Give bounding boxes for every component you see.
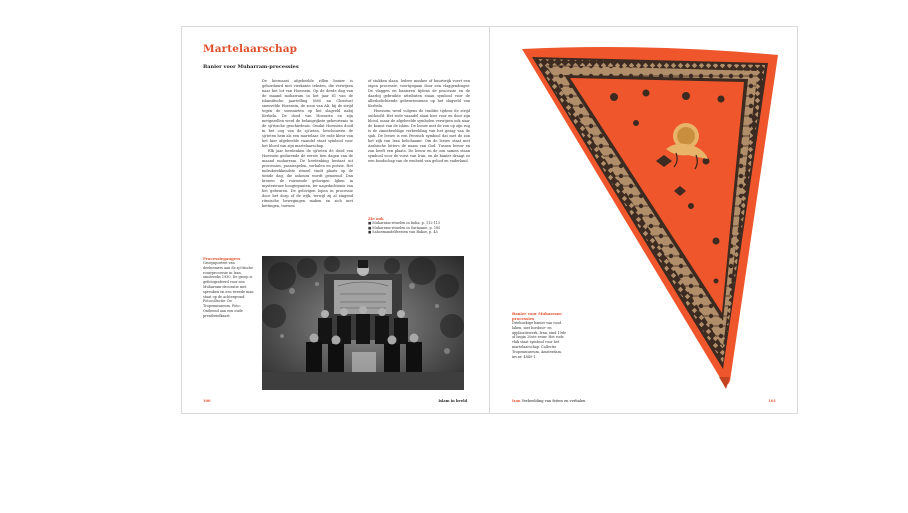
- see-also-item: ■ Muharram-rituelen in India, p. 112-113: [368, 221, 441, 225]
- running-title-marker: Iran: [512, 399, 521, 403]
- see-also-item: ■ Muharram-rituelen in Suriname, p. 185: [368, 225, 441, 230]
- caption-title: Processiegangers: [203, 256, 241, 261]
- body-paragraph: Hoessein werd volgens de traditie tijdens de strijd onthoofd. Het rode vaandel staat hier voor en door zijn bloed, maar de afgebeelde symbolen verwijzen ook naar de komst van de islam. De leeuw met de zon op zijn rug is de zinnebeeldige verbeelding van het gezag van de sjah. De leeuw is een Perzisch symbool dat met de zon het rijk van Iran belichaamt. Om de leeuw staat met Arabische letters de naam van God. Tussen leeuw en zon heeft een plaats. De leeuw en de zon samen staan symbool voor de vorst van Iran, en de banier draagt zo een boodschap van de eenheid van geloof en vaderland.: [368, 109, 470, 163]
- caption-title: Banier voor Muharram-processies: [512, 311, 563, 321]
- see-also-heading: Zie ook: [368, 216, 384, 221]
- body-column-1: [262, 79, 353, 269]
- group-photo-image: [262, 256, 464, 390]
- body-paragraph: of stokken slaan. Iedere moskee of buurtwijk voert een eigen processie, voortgegaan door een vlaggendrager. De vlaggen en banieren tijdens de processie en de daarbij gebruikte attributen staan symbool voor de allesbelichtende gebeurtenissen op het slagveld van Kerbela.: [368, 79, 470, 108]
- running-title-right: Iran Verbeelding van feiten en verhalen: [512, 399, 586, 403]
- body-column-2: [368, 79, 470, 214]
- see-also-box: [368, 216, 470, 235]
- group-photo: [262, 256, 464, 390]
- section-title: Martelaarschap: [203, 43, 298, 55]
- body-paragraph: Elk jaar herdenken de sji'ieten de dood van Hoessein gedurende de eerste tien dagen van de maand moharram. De herdenking bestaat uit processies, passiespelen, verhalen en poëzie. Het indrukwekkendste ritueel vindt plaats op de tiende dag, die ashoura wordt genoemd. Dan kronen de rouwende gelovigen lijken in mysterieuze hoogtepunten, ter nagedachtenis van het gebeuren. De gelovigen lopen in processie door het dorp of de wijk, terwijl zij al zingend ritmische bewegingen maken en zich met kettingen, touwen: [262, 149, 353, 208]
- see-also-item: ■ Sahoemandelfeesten van Bakoe, p. 45: [368, 230, 438, 235]
- caption-text: Driehoekige banier van rood laken, met borduur- en applicatiewerk. Iran, eind 19de of begin 20ste eeuw. Het rode vlak staat symbool voor het martelaarschap. Collectie Tropenmuseum, Amsterdam, inv.nr. 4849-1.: [512, 321, 566, 359]
- folio-number-right: 101: [768, 399, 776, 403]
- left-page: [181, 26, 490, 414]
- photo-caption: [203, 256, 255, 319]
- body-paragraph: De hiernaast afgebeelde rillen banier is geborduurd met vierkante teksten, die verwijzen naar het lot van Hoessein. Op de derde dag van de maand moharram in het jaar 61 van de islamitische jaartelling (680 na Christus) sneuvelde Hoessein, de zoon van Ali, bij de strijd tegen de soennieten op het slagveld nabij Kerbela. De dood van Hoessein en zijn metgezellen werd de belangrijkste gebeurtenis in de sji'itische geschiedenis. Omdat Hoessein dood in het oog van de sji'ieten, beschouwen de sji'ieten hem als een martelaar. De rode kleur van het hier afgebeelde vaandel staat symbool voor het bloed van zijn martelaarschap.: [262, 79, 353, 148]
- section-subtitle: Banier voor Muharram-processies: [203, 64, 299, 70]
- banner-caption: [512, 311, 570, 359]
- caption-text: Groepsportret van deelnemers aan de sji'itische rouwprocessie in Iran, omstreeks 1930. De groep is gefotografeerd voor een Muharram-decoratie met spreuken en een tweede man staat op de achtergrond. Fotocollectie: De Tropenmuseum. Foto: Ontleend aan een oude prentbriefkaart.: [203, 261, 254, 318]
- running-title-left: Islam in beeld: [438, 399, 467, 403]
- right-page: [489, 26, 798, 414]
- folio-number-left: 100: [203, 399, 211, 403]
